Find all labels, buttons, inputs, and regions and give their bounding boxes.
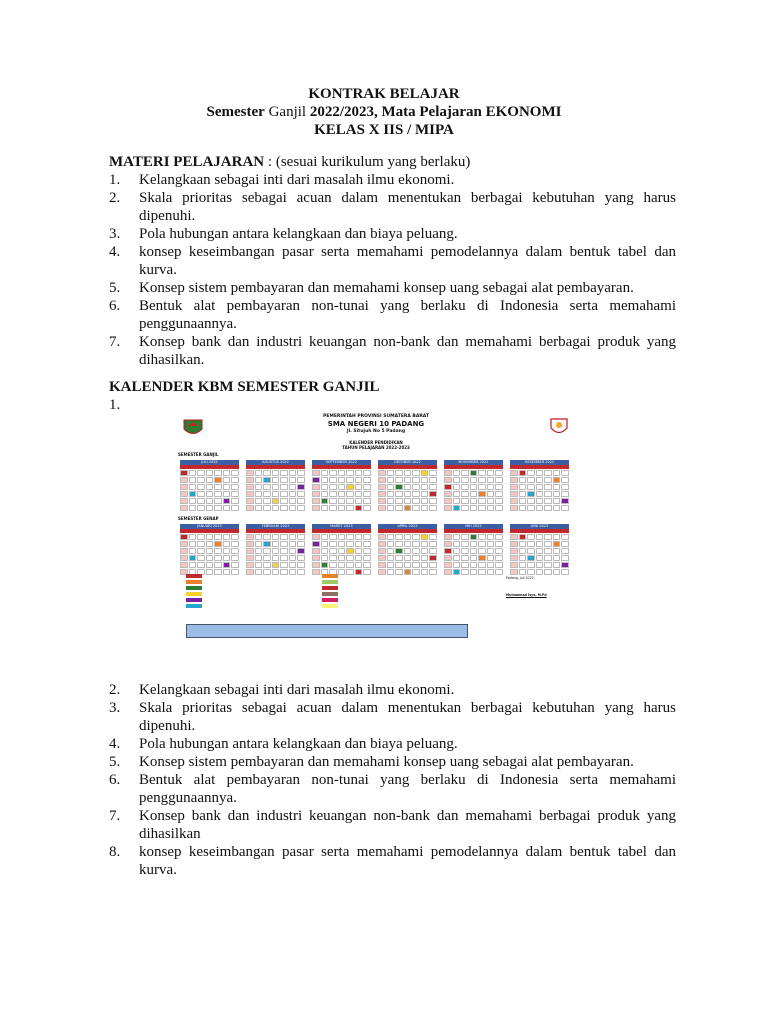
calendar-header: PEMERINTAH PROVINSI SUMATERA BARAT SMA NEGERI 10 PADANG Jl. Situjuh No 5 Padang bbox=[323, 414, 429, 434]
month-title: OKTOBER 2022 bbox=[378, 460, 437, 465]
kalender-first-num: 1. bbox=[109, 397, 121, 413]
month-title: APRIL 2023 bbox=[378, 524, 437, 529]
list-item-number: 8. bbox=[109, 844, 121, 860]
list-item-text: Konsep bank dan industri keuangan non-bank dan memahami berbagai produk yang dihasilkan. bbox=[139, 334, 676, 368]
semester-genap-label: SEMESTER GENAP bbox=[178, 516, 219, 521]
list-item bbox=[109, 333, 676, 369]
list-item-number: 2. bbox=[109, 682, 121, 698]
calendar-month bbox=[378, 524, 437, 568]
list-item-text: konsep keseimbangan pasar serta memahami pemodelannya dalam bentuk tabel dan kurva. bbox=[139, 244, 676, 278]
materi-heading: MATERI PELAJARAN : (sesuai kurikulum yang berlaku) bbox=[109, 154, 471, 170]
list-item bbox=[109, 225, 676, 243]
list-item bbox=[109, 171, 676, 189]
materi-list bbox=[109, 171, 676, 369]
list-item bbox=[109, 243, 676, 279]
calendar-month bbox=[444, 460, 503, 504]
list-item-text: Bentuk alat pembayaran non-tunai yang berlaku di Indonesia serta memahami penggunaannya. bbox=[139, 772, 676, 806]
list-item bbox=[109, 297, 676, 333]
calendar-month bbox=[312, 460, 371, 504]
list-item bbox=[109, 843, 676, 879]
list-item bbox=[109, 771, 676, 807]
list-item bbox=[109, 189, 676, 225]
calendar-summary-bar bbox=[186, 624, 468, 638]
list-item-text: Konsep sistem pembayaran dan memahami konsep uang sebagai alat pembayaran. bbox=[139, 280, 634, 296]
list-item-number: 3. bbox=[109, 226, 121, 242]
kalender-heading: KALENDER KBM SEMESTER GANJIL bbox=[109, 379, 380, 395]
calendar-month bbox=[510, 460, 569, 504]
calendar-signature: Padang, Juli 2022 Muhammad Isya, M.Pd bbox=[506, 576, 547, 597]
list-item-text: konsep keseimbangan pasar serta memahami pemodelannya dalam bentuk tabel dan kurva. bbox=[139, 844, 676, 878]
calendar-month bbox=[246, 460, 305, 504]
kalender-list bbox=[109, 681, 676, 879]
list-item bbox=[109, 753, 676, 771]
list-item-number: 5. bbox=[109, 280, 121, 296]
list-item bbox=[109, 735, 676, 753]
list-item bbox=[109, 681, 676, 699]
list-item-number: 5. bbox=[109, 754, 121, 770]
list-item-number: 1. bbox=[109, 172, 121, 188]
list-item-number: 2. bbox=[109, 190, 121, 206]
list-item-number: 7. bbox=[109, 334, 121, 350]
month-title: SEPTEMBER 2022 bbox=[312, 460, 371, 465]
list-item-text: Kelangkaan sebagai inti dari masalah ilmu ekonomi. bbox=[139, 682, 455, 698]
doc-class: KELAS X IIS / MIPA bbox=[314, 122, 454, 138]
doc-title: KONTRAK BELAJAR bbox=[308, 86, 460, 102]
calendar-month bbox=[444, 524, 503, 568]
month-title: AGUSTUS 2022 bbox=[246, 460, 305, 465]
title-block bbox=[0, 85, 768, 139]
list-item-text: Konsep sistem pembayaran dan memahami konsep uang sebagai alat pembayaran. bbox=[139, 754, 634, 770]
doc-subtitle: Semester Ganjil 2022/2023, Mata Pelajaran EKONOMI bbox=[206, 104, 562, 120]
month-title: NOVEMBER 2022 bbox=[444, 460, 503, 465]
list-item-text: Kelangkaan sebagai inti dari masalah ilmu ekonomi. bbox=[139, 172, 455, 188]
list-item-number: 7. bbox=[109, 808, 121, 824]
kalender-section bbox=[109, 378, 676, 414]
list-item bbox=[109, 279, 676, 297]
calendar-month bbox=[180, 524, 239, 568]
calendar-month bbox=[246, 524, 305, 568]
month-title: DESEMBER 2022 bbox=[510, 460, 569, 465]
list-item-number: 4. bbox=[109, 244, 121, 260]
list-item-text: Skala prioritas sebagai acuan dalam menentukan berbagai kebutuhan yang harus dipenuhi. bbox=[139, 190, 676, 224]
month-title: JANUARI 2023 bbox=[180, 524, 239, 529]
semester-ganjil-label: SEMESTER GANJIL bbox=[178, 452, 219, 457]
calendar-month bbox=[510, 524, 569, 568]
calendar-month bbox=[180, 460, 239, 504]
calendar-image bbox=[176, 412, 576, 642]
month-title: JULI 2022 bbox=[180, 460, 239, 465]
list-item-text: Pola hubungan antara kelangkaan dan biaya peluang. bbox=[139, 226, 458, 242]
calendar-subheader: KALENDER PENDIDIKAN TAHUN PELAJARAN 2022-2023 bbox=[342, 440, 410, 450]
month-title: JUNI 2023 bbox=[510, 524, 569, 529]
list-item-number: 6. bbox=[109, 772, 121, 788]
list-item-number: 3. bbox=[109, 700, 121, 716]
list-item-text: Pola hubungan antara kelangkaan dan biaya peluang. bbox=[139, 736, 458, 752]
month-title: MEI 2023 bbox=[444, 524, 503, 529]
materi-section bbox=[109, 153, 676, 369]
list-item bbox=[109, 807, 676, 843]
list-item-number: 6. bbox=[109, 298, 121, 314]
month-title: MARET 2023 bbox=[312, 524, 371, 529]
list-item-text: Bentuk alat pembayaran non-tunai yang berlaku di Indonesia serta memahami penggunaannya. bbox=[139, 298, 676, 332]
list-item-number: 4. bbox=[109, 736, 121, 752]
list-item bbox=[109, 699, 676, 735]
calendar-month bbox=[378, 460, 437, 504]
list-item-text: Konsep bank dan industri keuangan non-bank dan memahami berbagai produk yang dihasilkan bbox=[139, 808, 676, 842]
list-item-text: Skala prioritas sebagai acuan dalam menentukan berbagai kebutuhan yang harus dipenuhi. bbox=[139, 700, 676, 734]
kalender-list-section bbox=[109, 681, 676, 879]
month-title: FEBRUARI 2023 bbox=[246, 524, 305, 529]
calendar-month bbox=[312, 524, 371, 568]
